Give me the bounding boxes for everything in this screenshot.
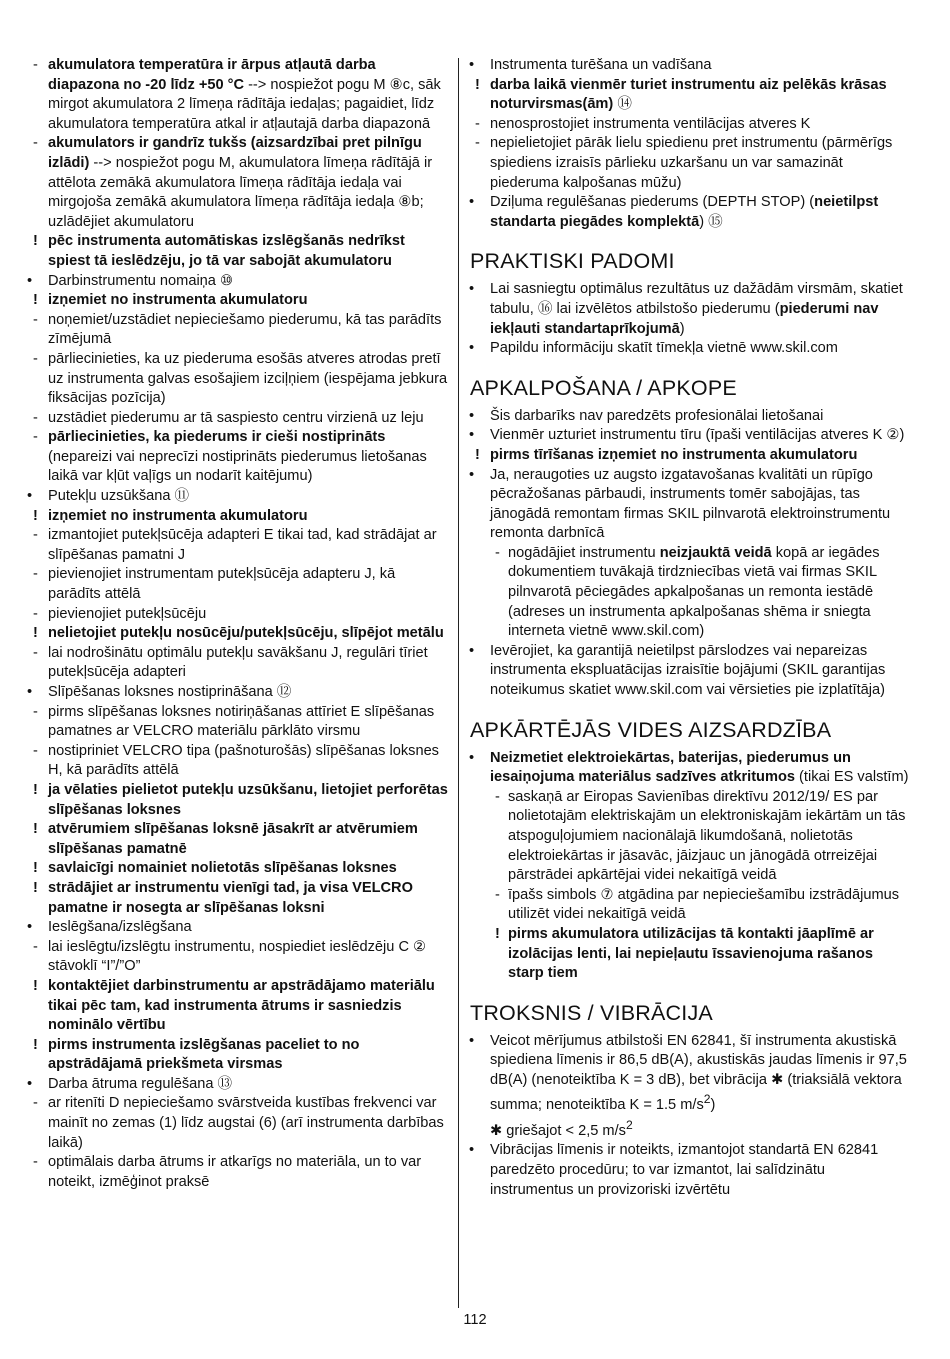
list-item-text: savlaicīgi nomainiet nolietotās slīpēšanas loksnes xyxy=(48,860,397,877)
right-column xyxy=(470,56,912,1200)
list-item-text: pirms slīpēšanas loksnes notiriņāšanas attīriet E slīpēšanas pamatnes ar VELCRO materiālu pārklāto virsmu xyxy=(48,703,435,740)
dash-marker: - xyxy=(33,527,38,544)
dash-marker: - xyxy=(33,1095,38,1112)
list-item-text: akumulators ir gandrīz tukšs (aizsardzībai pret pilnīgu izlādi) --> nospiežot pogu M, akumulatora līmeņa rādītājā ir attēlota zemākā akumulatora līmeņa rādītāja iedaļa vai mirgojoša zemākā akumulatora līmeņa rādītāja iedaļa ⑧b; uzlādējiet akumulatoru xyxy=(48,135,433,230)
list-item xyxy=(470,56,912,76)
list-item xyxy=(28,272,448,292)
list-item-text: izmantojiet putekļsūcēja adapteri E tikai tad, kad strādājat ar slīpēšanas pamatni J xyxy=(48,527,437,563)
list-item-text: Papildu informāciju skatīt tīmekļa vietnē www.skil.com xyxy=(490,340,838,357)
dash-marker: - xyxy=(475,115,480,132)
bullet-marker: • xyxy=(469,407,475,424)
list-item xyxy=(470,407,912,427)
dash-marker: - xyxy=(33,938,38,955)
list-item-text: darba laikā vienmēr turiet instrumentu aiz pelēkās krāsas noturvirsmas(ām) ⑭ xyxy=(490,76,887,113)
warning-marker: ! xyxy=(33,1036,38,1053)
section-heading: PRAKTISKI PADOMI xyxy=(470,249,675,274)
list-item xyxy=(470,642,912,701)
list-item-text: Vienmēr uzturiet instrumentu tīru (īpaši ventilācijas atveres K ②) xyxy=(490,427,905,444)
list-item xyxy=(28,311,448,350)
list-item-text: ar ritenīti D nepieciešamo svārstveida kustības frekvenci var mainīt no zemas (1) līdz augstai (6) (arī instrumenta darbības laikā) xyxy=(48,1095,444,1151)
list-item-text: Putekļu uzsūkšana ⑪ xyxy=(48,488,190,505)
section-heading: APKALPOŠANA / APKOPE xyxy=(470,375,737,400)
list-item xyxy=(470,749,912,788)
list-item-text: Veicot mērījumus atbilstoši EN 62841, šī instrumenta akustiskā spiediena līmenis ir 86,5 dB(A), akustiskās jaudas līmenis ir 97,5 dB(A) (nenoteiktība K = 3 dB), bet vibrācija ✱ (triaksiālā vektora summa; nenoteiktība K = 1.5 $m/s^2$) ✱ griešajot < 2,5 $m/s^2$ xyxy=(490,1032,907,1139)
bullet-marker: • xyxy=(469,281,475,298)
list-item xyxy=(28,977,448,1036)
list-item-text: pēc instrumenta automātiskas izslēgšanās nedrīkst spiest tā ieslēdzēju, jo tā var sabojāt akumulatoru xyxy=(48,233,405,269)
dash-marker: - xyxy=(495,788,500,805)
bullet-marker: • xyxy=(469,1142,475,1159)
list-item xyxy=(28,56,448,134)
list-item xyxy=(470,544,912,642)
list-item xyxy=(470,76,912,115)
list-item-text: Instrumenta turēšana un vadīšana xyxy=(490,57,712,73)
list-item xyxy=(28,683,448,703)
list-item-text: izņemiet no instrumenta akumulatoru xyxy=(48,292,308,309)
warning-marker: ! xyxy=(33,821,38,838)
list-item xyxy=(28,1075,448,1095)
list-item-text: īpašs simbols ⑦ atgādina par nepieciešamību izstrādājumus utilizēt videi nekaitīgā veidā xyxy=(508,886,900,923)
list-item xyxy=(28,291,448,311)
dash-marker: - xyxy=(33,1154,38,1171)
dash-marker: - xyxy=(495,886,500,903)
bullet-marker: • xyxy=(469,749,475,766)
dash-marker: - xyxy=(33,605,38,622)
list-item-text: Lai sasniegtu optimālus rezultātus uz dažādām virsmām, skatiet tabulu, ⑯ lai izvēlētos atbilstošo piederumu (piederumi nav iekļauti standartaprīkojumā) xyxy=(490,281,903,337)
warning-marker: ! xyxy=(495,925,500,942)
dash-marker: - xyxy=(33,429,38,446)
list-item-text: pievienojiet instrumentam putekļsūcēja adapteru J, kā parādīts attēlā xyxy=(48,566,396,603)
list-item xyxy=(28,1094,448,1153)
left-column xyxy=(28,56,448,1192)
list-item-text: Ieslēgšana/izslēgšana xyxy=(48,919,192,936)
list-item-text: pievienojiet putekļsūcēju xyxy=(48,605,207,622)
bullet-marker: • xyxy=(27,488,33,505)
column-divider xyxy=(458,58,459,1308)
list-item xyxy=(28,644,448,683)
list-item xyxy=(28,507,448,527)
list-item xyxy=(28,624,448,644)
dash-marker: - xyxy=(33,566,38,583)
bullet-marker: • xyxy=(469,1032,475,1049)
dash-marker: - xyxy=(33,409,38,426)
list-item xyxy=(28,350,448,409)
list-item-text: Darbinstrumentu nomaiņa ⑩ xyxy=(48,272,234,289)
list-item-text: lai nodrošinātu optimālu putekļu savākšanu J, regulāri tīriet putekļsūcēja adapteri xyxy=(48,644,428,681)
warning-marker: ! xyxy=(33,879,38,896)
list-item xyxy=(470,446,912,466)
list-item xyxy=(470,193,912,232)
list-item xyxy=(470,1032,912,1142)
list-item xyxy=(28,1036,448,1075)
list-item xyxy=(470,426,912,446)
list-item xyxy=(470,115,912,135)
list-item xyxy=(28,938,448,977)
list-item-text: nelietojiet putekļu nosūcēju/putekļsūcēju, slīpējot metālu xyxy=(48,625,444,642)
list-item-text: akumulatora temperatūra ir ārpus atļautā darba diapazona no -20 līdz +50 °C --> nospiežot pogu M ⑧c, sāk mirgot akumulatora 2 līmeņa rādītāja iedaļas; pagaidiet, līdz akumulatora temperatūra atkal ir atļautajā darba diapazonā xyxy=(48,57,441,132)
list-item-text: atvērumiem slīpēšanas loksnē jāsakrīt ar atvērumiem slīpēšanas pamatnē xyxy=(48,821,418,857)
list-item-text: lai ieslēgtu/izslēgtu instrumentu, nospiediet ieslēdzēju C ② stāvoklī “I”/”O” xyxy=(48,938,427,975)
warning-marker: ! xyxy=(475,76,480,93)
section-heading: TROKSNIS / VIBRĀCIJA xyxy=(470,1000,713,1025)
warning-marker: ! xyxy=(33,860,38,877)
list-item xyxy=(28,879,448,918)
list-item xyxy=(28,565,448,604)
list-item-text: saskaņā ar Eiropas Savienības direktīvu 2012/19/ ES par nolietotajām elektriskajām un elektroniskajām iekārtām un tās atspoguļojumiem nacionālajā likumdošanā, nolietotās elektroiekārtas ir jāsavāc, jāizjauc un jānogādā otrreizējai pārstrādei apkārtējai videi nekaitīgā veidā xyxy=(508,788,906,884)
list-item-text: Darba ātruma regulēšana ⑬ xyxy=(48,1075,233,1092)
list-item-text: nenosprostojiet instrumenta ventilācijas atveres K xyxy=(490,115,811,132)
list-item xyxy=(470,925,912,984)
list-item xyxy=(28,918,448,938)
bullet-marker: • xyxy=(27,1075,33,1092)
list-item xyxy=(28,605,448,625)
list-item-text: pirms tīrīšanas izņemiet no instrumenta akumulatoru xyxy=(490,446,858,463)
dash-marker: - xyxy=(495,544,500,561)
list-item xyxy=(470,886,912,925)
list-item xyxy=(470,134,912,193)
list-item xyxy=(28,859,448,879)
list-item xyxy=(28,820,448,859)
list-item-text: kontaktējiet darbinstrumentu ar apstrādājamo materiālu tikai pēc tam, kad instrumenta ātrums ir sasniedzis nominālo vērtību xyxy=(48,977,435,1034)
bullet-marker: • xyxy=(27,684,33,700)
list-item-text: uzstādiet piederumu ar tā saspiesto centru virzienā uz leju xyxy=(48,409,424,426)
dash-marker: - xyxy=(33,311,38,328)
warning-marker: ! xyxy=(33,977,38,994)
warning-marker: ! xyxy=(33,781,38,798)
list-item xyxy=(28,742,448,781)
bullet-marker: • xyxy=(469,427,475,444)
list-item-text: nostipriniet VELCRO tipa (pašnoturošās) slīpēšanas loksnes H, kā parādīts attēlā xyxy=(48,742,439,779)
list-item xyxy=(470,280,912,339)
list-item xyxy=(470,1141,912,1200)
list-item xyxy=(28,232,448,271)
list-item-text: pirms akumulatora utilizācijas tā kontakti jāaplīmē ar izolācijas lenti, lai nepieļautu īssavienojuma rašanos starp tiem xyxy=(508,925,874,982)
list-item-text: ja vēlaties pielietot putekļu uzsūkšanu, lietojiet perforētas slīpēšanas loksnes xyxy=(48,781,448,818)
list-item xyxy=(28,428,448,487)
dash-marker: - xyxy=(33,57,38,73)
list-item-text: pārliecinieties, ka uz piederuma esošās atveres atrodas pretī uz instrumenta galvas esošajiem izciļņiem (iespējama jebkura fiksācijas pozīcija) xyxy=(48,350,448,407)
list-item xyxy=(470,466,912,544)
warning-marker: ! xyxy=(33,625,38,642)
dash-marker: - xyxy=(33,135,38,152)
list-item-text: Neizmetiet elektroiekārtas, baterijas, piederumus un iesaiņojuma materiālus sadzīves atkritumos (tikai ES valstīm) xyxy=(490,749,909,786)
dash-marker: - xyxy=(33,742,38,759)
list-item-text: Slīpēšanas loksnes nostiprināšana ⑫ xyxy=(48,684,292,700)
list-item-text: Vibrācijas līmenis ir noteikts, izmantojot standartā EN 62841 paredzēto procedūru; to var izmantot, lai salīdzinātu instrumentus un provizoriski izvērtētu xyxy=(490,1142,879,1198)
list-item xyxy=(28,134,448,232)
list-item-text: Ievērojiet, ka garantijā neietilpst pārslodzes vai nepareizas instrumenta ekspluatācijas izraisītie bojājumi (SKIL garantijas noteikumus skatiet www.skil.com vai vērsieties pie izplatītāja) xyxy=(490,642,886,699)
list-item xyxy=(28,526,448,565)
warning-marker: ! xyxy=(475,446,480,463)
list-item-text: Šis darbarīks nav paredzēts profesionālai lietošanai xyxy=(490,407,824,424)
list-item-text: Dziļuma regulēšanas piederums (DEPTH STOP) (neietilpst standarta piegādes komplektā) ⑮ xyxy=(490,194,879,230)
list-item-text: Ja, neraugoties uz augsto izgatavošanas kvalitāti un rūpīgo pēcražošanas pārbaudi, instruments tomēr sabojājas, tas jānogādā remontam firmas SKIL pilnvarotā elektroinstrumentu remonta darbnīcā xyxy=(490,466,891,542)
list-item-text: strādājiet ar instrumentu vienīgi tad, ja visa VELCRO pamatne ir nosegta ar slīpēšanas loksni xyxy=(48,879,413,916)
list-item xyxy=(28,781,448,820)
list-item-text: nogādājiet instrumentu neizjauktā veidā kopā ar iegādes dokumentiem tuvākajā tirdzniecības vietā vai firmas SKIL pilnvarotā pēciegādes apkalpošanas un remonta iestādē (adreses un instrumenta apkalpošanas shēma ir sniegta interneta vietnē www.skil.com) xyxy=(508,544,880,640)
bullet-marker: • xyxy=(469,340,475,357)
list-item-text: optimālais darba ātrums ir atkarīgs no materiāla, un to var noteikt, izmēģinot praksē xyxy=(48,1154,422,1190)
page-number: 112 xyxy=(463,1312,487,1328)
dash-marker: - xyxy=(475,135,480,152)
list-item xyxy=(28,703,448,742)
bullet-marker: • xyxy=(27,272,33,289)
section-heading: APKĀRTĒJĀS VIDES AIZSARDZĪBA xyxy=(470,717,832,742)
bullet-marker: • xyxy=(469,642,475,659)
bullet-marker: • xyxy=(27,919,33,936)
dash-marker: - xyxy=(33,644,38,661)
warning-marker: ! xyxy=(33,292,38,309)
bullet-marker: • xyxy=(469,194,475,211)
list-item xyxy=(470,339,912,359)
warning-marker: ! xyxy=(33,507,38,524)
list-item-text: noņemiet/uzstādiet nepieciešamo piederumu, kā tas parādīts zīmējumā xyxy=(48,311,442,348)
list-item xyxy=(470,788,912,886)
list-item xyxy=(28,409,448,429)
list-item-text: nepielietojiet pārāk lielu spiedienu pret instrumentu (pārmērīgs spiediens izraisīs pārlieku uzkaršanu un var samazināt piederuma kalpošanas mūžu) xyxy=(490,135,893,191)
bullet-marker: • xyxy=(469,466,475,483)
list-item xyxy=(28,487,448,507)
warning-marker: ! xyxy=(33,233,38,250)
dash-marker: - xyxy=(33,350,38,367)
list-item xyxy=(28,1153,448,1192)
list-item-text: izņemiet no instrumenta akumulatoru xyxy=(48,507,308,524)
list-item-text: pirms instrumenta izslēgšanas paceliet to no apstrādājamā priekšmeta virsmas xyxy=(48,1036,360,1073)
dash-marker: - xyxy=(33,703,38,720)
list-item-text: pārliecinieties, ka piederums ir cieši nostiprināts (nepareizi vai neprecīzi nostiprināts piederumus lietošanas laikā var kļūt vaļīgs un nodarīt kaitējumu) xyxy=(48,429,427,485)
bullet-marker: • xyxy=(469,57,475,73)
